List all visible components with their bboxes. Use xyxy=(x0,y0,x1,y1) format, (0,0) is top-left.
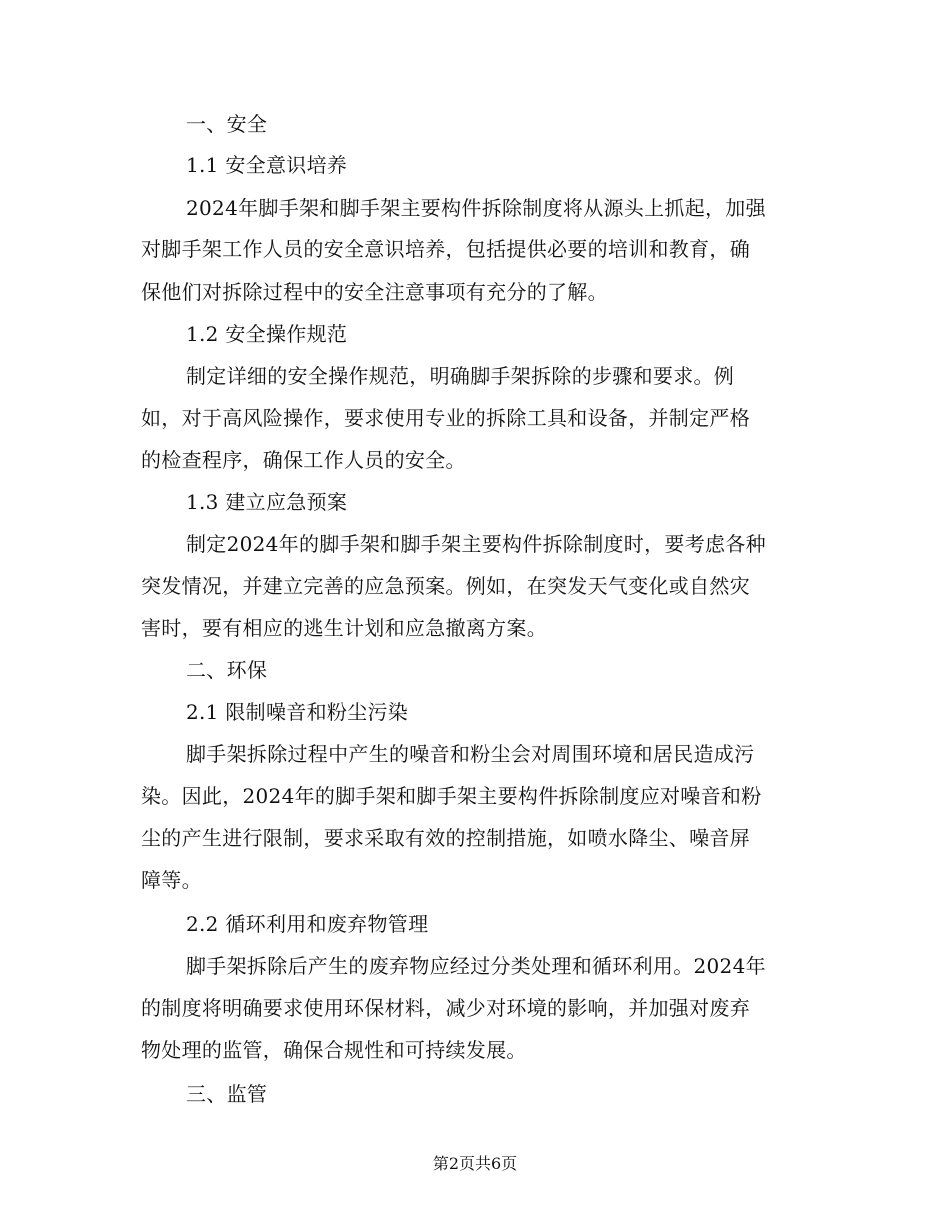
section-heading-safety: 一、安全 xyxy=(186,112,268,136)
subsection-heading-2-1: 2.1 限制噪音和粉尘污染 xyxy=(186,700,409,724)
section-heading-environment: 二、环保 xyxy=(186,658,268,682)
paragraph-line: 如，对于高风险操作，要求使用专业的拆除工具和设备，并制定严格 xyxy=(141,406,750,430)
paragraph-line: 尘的产生进行限制，要求采取有效的控制措施，如喷水降尘、噪音屏 xyxy=(141,826,750,850)
paragraph-line: 制定详细的安全操作规范，明确脚手架拆除的步骤和要求。例 xyxy=(186,364,735,388)
subsection-heading-1-2: 1.2 安全操作规范 xyxy=(186,322,348,346)
paragraph-line: 染。因此，2024年的脚手架和脚手架主要构件拆除制度应对噪音和粉 xyxy=(141,784,762,808)
subsection-heading-2-2: 2.2 循环利用和废弃物管理 xyxy=(186,912,429,936)
paragraph-line: 的制度将明确要求使用环保材料，减少对环境的影响，并加强对废弃 xyxy=(141,996,750,1020)
paragraph-line: 物处理的监管，确保合规性和可持续发展。 xyxy=(141,1038,527,1062)
paragraph-line: 对脚手架工作人员的安全意识培养，包括提供必要的培训和教育，确 xyxy=(141,237,750,261)
paragraph-line: 障等。 xyxy=(141,868,202,892)
paragraph-line: 2024年脚手架和脚手架主要构件拆除制度将从源头上抓起，加强 xyxy=(186,196,766,220)
paragraph-line: 脚手架拆除过程中产生的噪音和粉尘会对周围环境和居民造成污 xyxy=(186,742,755,766)
paragraph-line: 脚手架拆除后产生的废弃物应经过分类处理和循环利用。2024年 xyxy=(186,954,766,978)
paragraph-line: 害时，要有相应的逃生计划和应急撤离方案。 xyxy=(141,616,547,640)
subsection-heading-1-3: 1.3 建立应急预案 xyxy=(186,490,348,514)
paragraph-line: 突发情况，并建立完善的应急预案。例如，在突发天气变化或自然灾 xyxy=(141,574,750,598)
page-number-footer: 第2页共6页 xyxy=(432,1154,518,1173)
paragraph-line: 的检查程序，确保工作人员的安全。 xyxy=(141,448,466,472)
subsection-heading-1-1: 1.1 安全意识培养 xyxy=(186,153,348,177)
paragraph-line: 制定2024年的脚手架和脚手架主要构件拆除制度时，要考虑各种 xyxy=(186,532,766,556)
section-heading-supervision: 三、监管 xyxy=(186,1082,268,1106)
paragraph-line: 保他们对拆除过程中的安全注意事项有充分的了解。 xyxy=(141,280,608,304)
